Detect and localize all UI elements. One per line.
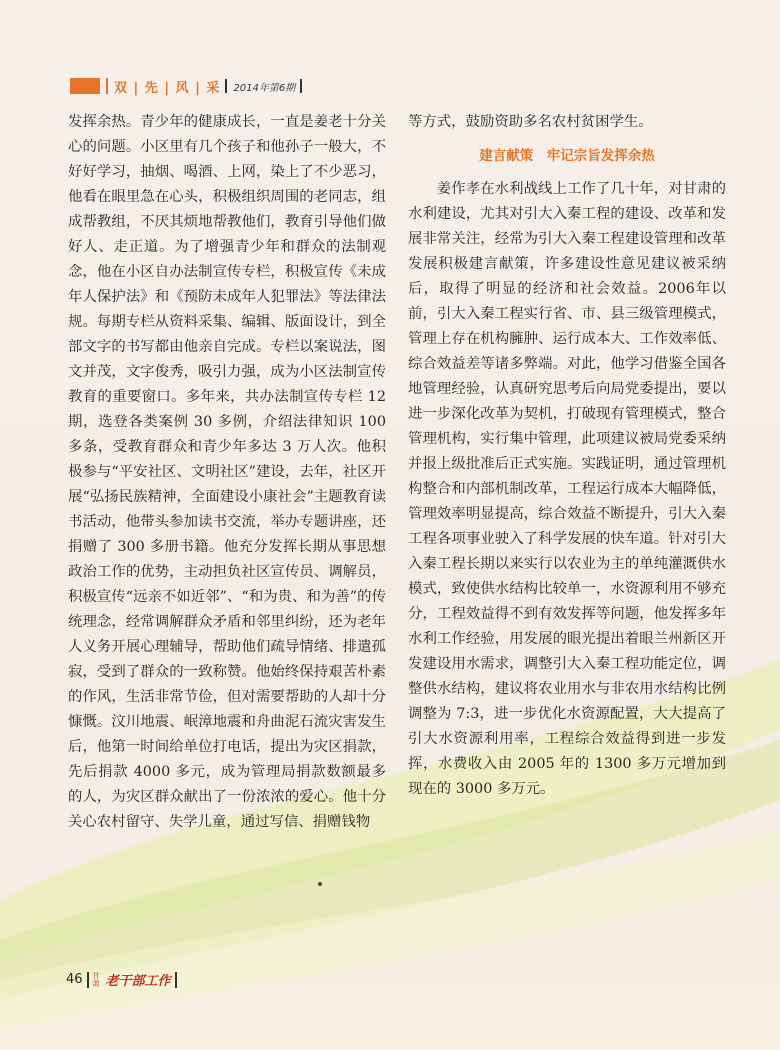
header-color-block	[70, 78, 100, 94]
page-footer	[66, 970, 181, 989]
section-title: 双 | 先 | 风 | 采	[114, 80, 221, 96]
page-header	[70, 76, 302, 96]
footer-divider	[175, 972, 177, 988]
body-paragraph: 发挥余热。青少年的健康成长，一直是姜老十分关心的问题。小区里有几个孩子和他孙子一般大，不好好学习，抽烟、喝酒、上网，染上了不少恶习，他看在眼里急在心头，积极组织周围的老同志，组成帮教组，不厌其烦地帮教他们，教育引导他们做好人、走正道。为了增强青少年和群众的法制观念，他在小区自办法制宣传专栏，积极宣传《未成年人保护法》和《预防未成年人犯罪法》等法律法规。每期专栏从资料采集、编辑、版面设计，到全部文字的书写都由他亲自完成。专栏以案说法，图文并茂，文字俊秀，吸引力强，成为小区法制宣传教育的重要窗口。多年来，共办法制宣传专栏 12 期，选登各类案例 30 多例，介绍法律知识 100 多条，受教育群众和青少年多达 3 万人次。他积极参与“平安社区、文明社区”建设，去年，社区开展“弘扬民族精神，全面建设小康社会”主题教育读书活动，他带头参加读书交流，举办专题讲座，还捐赠了 300 多册书籍。他充分发挥长期从事思想政治工作的优势，主动担负社区宣传员、调解员，积极宣传“远亲不如近邻”、“和为贵、和为善”的传统理念，经常调解群众矛盾和邻里纠纷，还为老年人义务开展心理辅导，帮助他们疏导情绪、排遣孤寂，受到了群众的一致称赞。他始终保持艰苦朴素的作风，生活非常节俭，但对需要帮助的人却十分慷慨。汶川地震、岷漳地震和舟曲泥石流灾害发生后，他第一时间给单位打电话，提出为灾区捐款，先后捐款 4000 多元，成为管理局捐款数额最多的人，为灾区群众献出了一份浓浓的爱心。他十分关心农村留守、失学儿童，通过写信、捐赠钱物	[68, 114, 386, 830]
print-speck	[318, 882, 322, 886]
header-divider	[300, 79, 302, 93]
magazine-region: 甘肃	[92, 971, 100, 988]
page-number: 46	[66, 972, 83, 987]
right-column	[408, 110, 726, 802]
header-divider	[225, 79, 227, 93]
body-paragraph: 姜作孝在水利战线上工作了几十年，对甘肃的水利建设，尤其对引大入秦工程的建设、改革和发展非常关注，经常为引大入秦工程建设管理和改革发展积极建言献策，许多建设性意见建议被采纳后，取得了明显的经济和社会效益。2006年以前，引大入秦工程实行省、市、县三级管理模式，管理上存在机构臃肿、运行成本大、工作效率低、综合效益差等诸多弊端。对此，他学习借鉴全国各地管理经验，认真研究思考后向局党委提出，要以进一步深化改革为契机，打破现有管理模式，整合管理机构，实行集中管理，此项建议被局党委采纳并报上级批准后正式实施。实践证明，通过管理机构整合和内部机制改革，工程运行成本大幅降低，管理效率明显提高，综合效益不断提升，引大入秦工程各项事业驶入了科学发展的快车道。针对引大入秦工程长期以来实行以农业为主的单纯灌溉供水模式，致使供水结构比较单一，水资源利用不够充分，工程效益得不到有效发挥等问题，他发挥多年水利工作经验，用发展的眼光提出着眼兰州新区开发建设用水需求，调整引大入秦工程功能定位，调整供水结构，建议将农业用水与非农用水结构比例调整为 7:3，进一步优化水资源配置，大大提高了引大水资源利用率，工程综合效益得到进一步发挥，水费收入由 2005 年的 1300 多万元增加到现在的 3000 多万元。	[408, 181, 726, 797]
header-divider	[106, 78, 108, 94]
body-paragraph: 等方式，鼓励资助多名农村贫困学生。	[408, 114, 653, 130]
left-column	[68, 110, 386, 835]
section-heading: 建言献策 牢记宗旨发挥余热	[479, 148, 655, 164]
issue-label: 2014年第6期	[233, 82, 296, 94]
magazine-name: 老干部工作	[105, 974, 171, 989]
footer-divider	[87, 972, 89, 988]
